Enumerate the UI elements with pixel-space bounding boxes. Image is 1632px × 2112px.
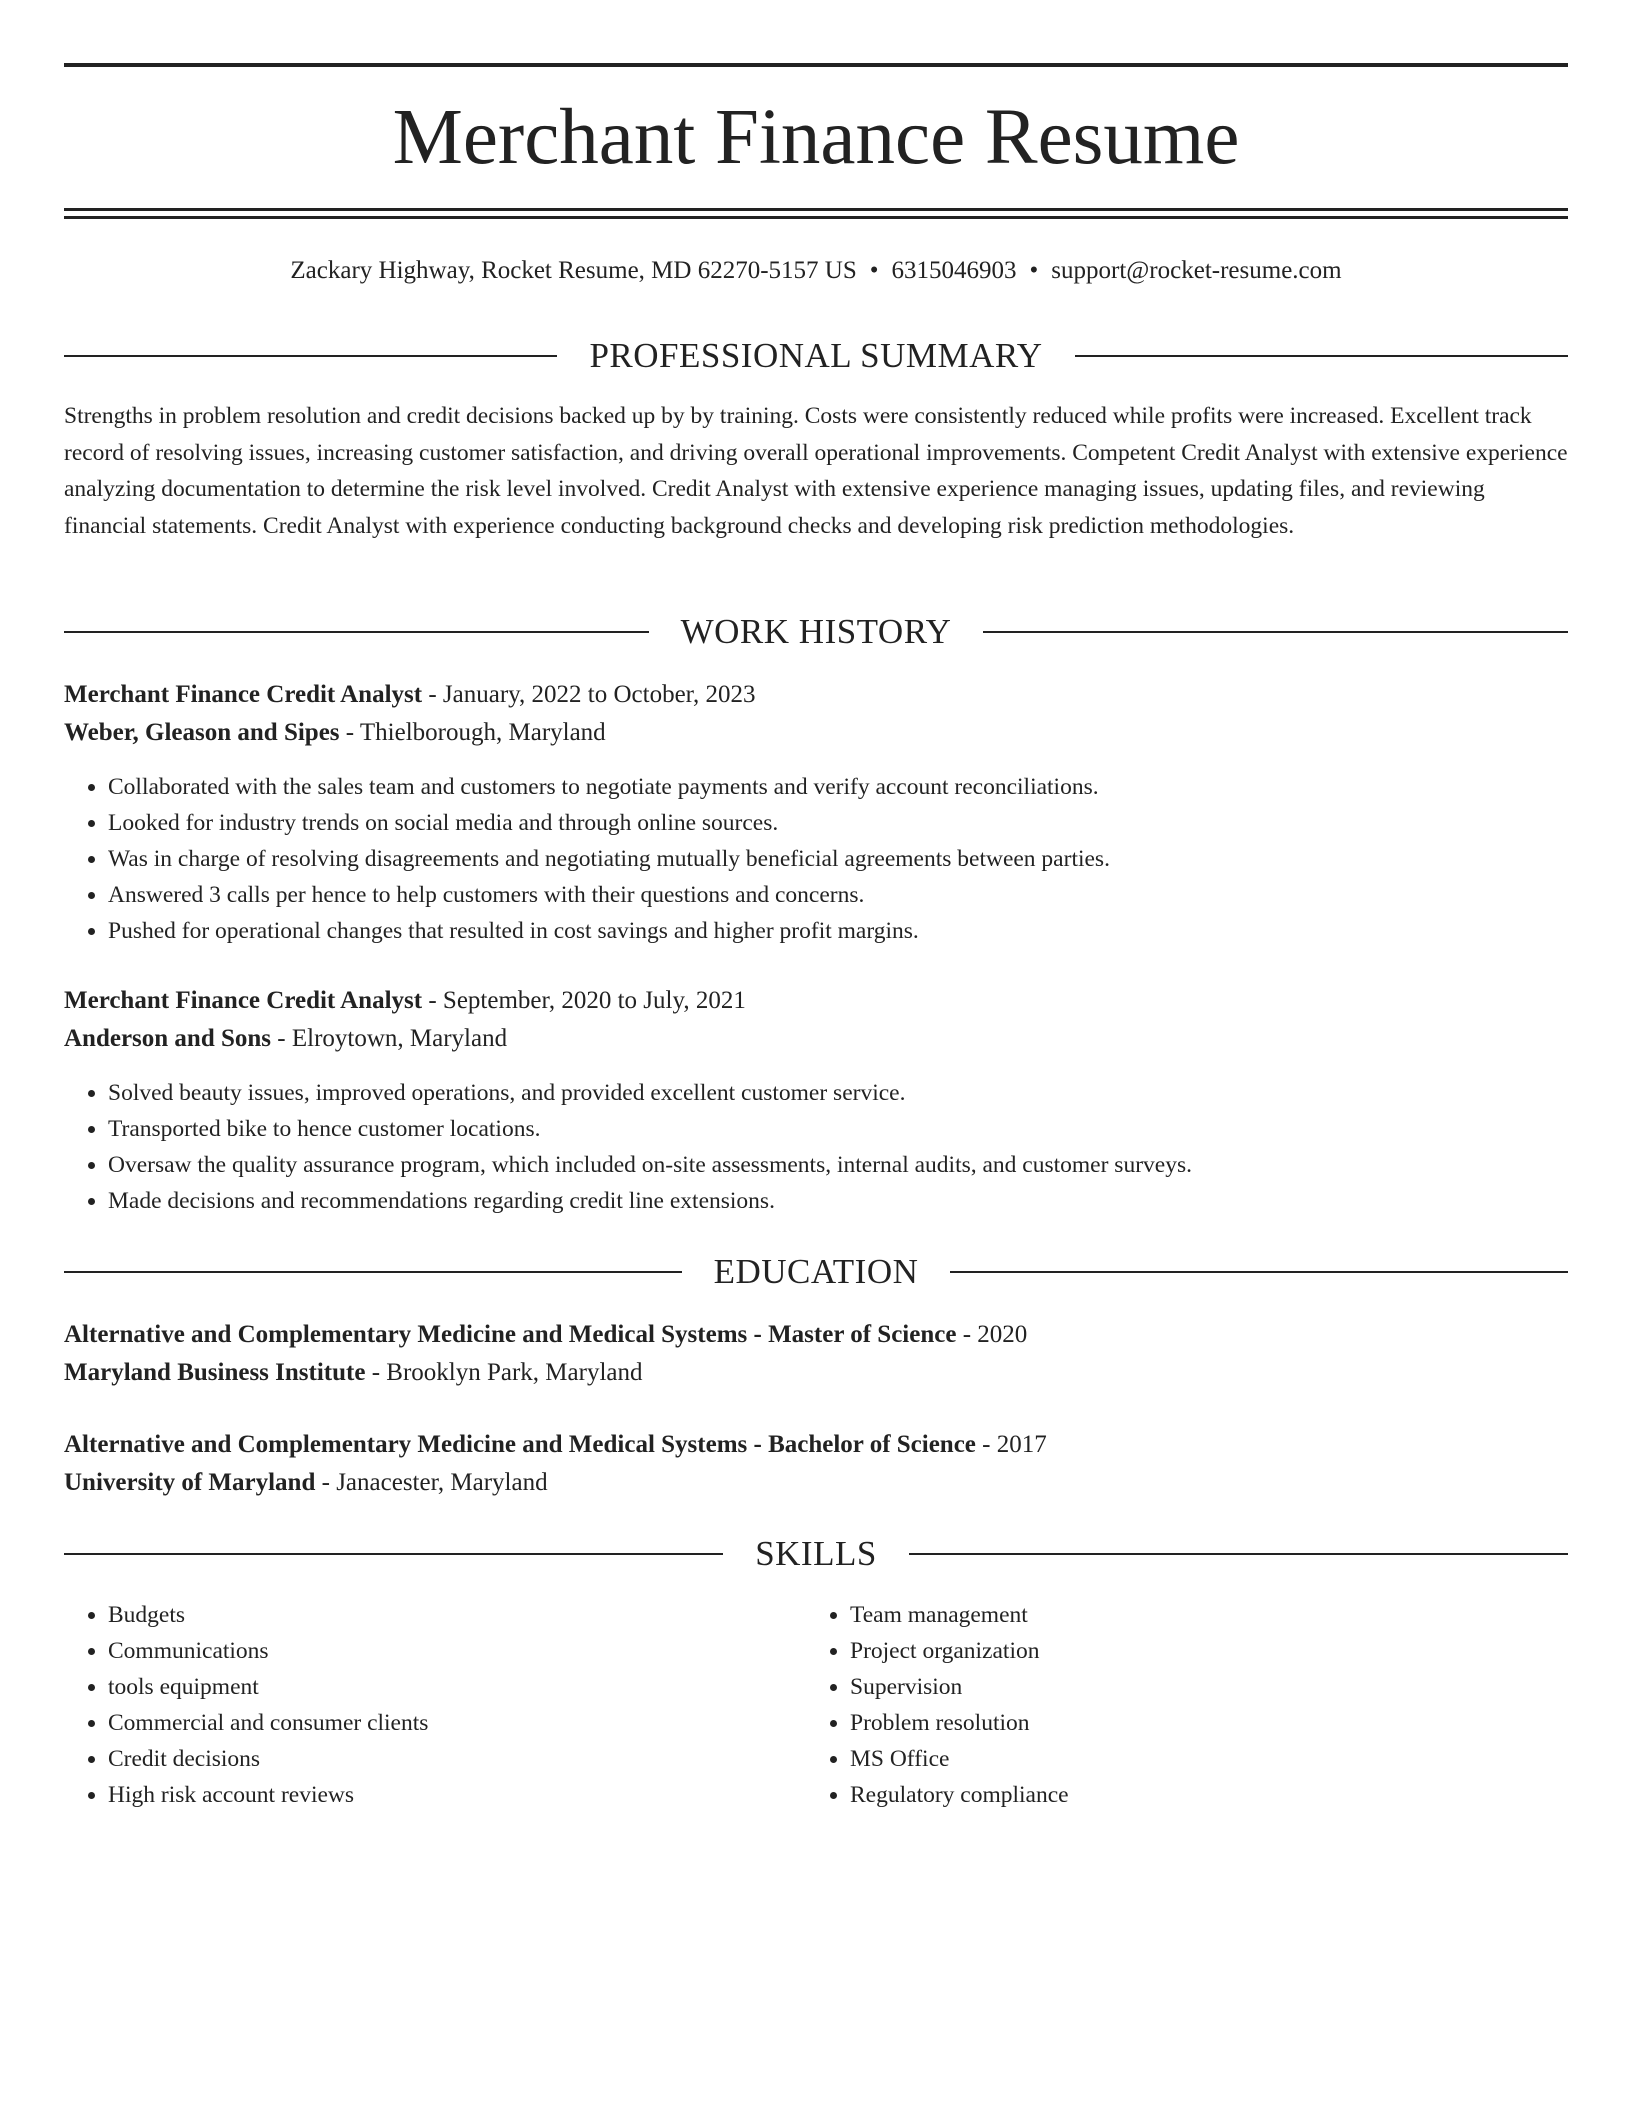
section-title: SKILLS [755, 1534, 877, 1573]
list-item: • Transported bike to hence customer locations. [108, 1111, 1612, 1147]
degree: Alternative and Complementary Medicine and Medical Systems - Master of Science [64, 1321, 957, 1348]
list-item: • High risk account reviews [108, 1777, 808, 1813]
school-location: - Janacester, Maryland [315, 1469, 548, 1496]
list-item: • Solved beauty issues, improved operations, and provided excellent customer service. [108, 1075, 1612, 1111]
section-heading-education [64, 1250, 1568, 1294]
section-title: EDUCATION [713, 1252, 919, 1291]
job-title-row [64, 676, 1568, 714]
job-title: Merchant Finance Credit Analyst [64, 987, 423, 1014]
title-rule-lower [64, 216, 1568, 219]
heading-rule [64, 1553, 723, 1555]
list-item: • Regulatory compliance [850, 1777, 1550, 1813]
heading-rule [64, 1271, 682, 1273]
section-title: WORK HISTORY [680, 612, 952, 651]
graduation-year: - 2020 [956, 1321, 1028, 1348]
section-heading-summary [64, 334, 1568, 378]
work-entry [64, 982, 1568, 1058]
school-row [64, 1464, 1568, 1502]
list-item: • Was in charge of resolving disagreements and negotiating mutually beneficial agreements between parties. [108, 841, 1612, 877]
skills-list-right [806, 1597, 1550, 1813]
skills-list-left [64, 1597, 808, 1813]
school-name: University of Maryland [64, 1469, 316, 1496]
list-item: • Commercial and consumer clients [108, 1705, 808, 1741]
contact-separator: • [869, 257, 879, 284]
list-item: • Budgets [108, 1597, 808, 1633]
degree-row [64, 1316, 1568, 1354]
education-entry [64, 1426, 1568, 1502]
list-item: • Pushed for operational changes that resulted in cost savings and higher profit margins. [108, 913, 1612, 949]
contact-phone: 6315046903 [891, 257, 1017, 284]
list-item: • tools equipment [108, 1669, 808, 1705]
heading-rule [950, 1271, 1568, 1273]
company-row [64, 714, 1568, 752]
contact-line [64, 254, 1568, 288]
contact-separator: • [1029, 257, 1039, 284]
heading-rule [64, 631, 649, 633]
title-rule-upper [64, 208, 1568, 211]
job-title: Merchant Finance Credit Analyst [64, 681, 423, 708]
list-item: • Answered 3 calls per hence to help customers with their questions and concerns. [108, 877, 1612, 913]
section-heading-work [64, 610, 1568, 654]
degree: Alternative and Complementary Medicine and Medical Systems - Bachelor of Science [64, 1431, 976, 1458]
work-bullets [64, 769, 1612, 949]
education-entry [64, 1316, 1568, 1392]
school-name: Maryland Business Institute [64, 1359, 366, 1386]
resume-title: Merchant Finance Resume [392, 94, 1240, 181]
job-dates: - September, 2020 to July, 2021 [422, 987, 746, 1014]
heading-rule [909, 1553, 1568, 1555]
job-title-row [64, 982, 1568, 1020]
list-item: • Looked for industry trends on social media and through online sources. [108, 805, 1612, 841]
company-location: - Elroytown, Maryland [271, 1025, 508, 1052]
section-heading-skills [64, 1532, 1568, 1576]
work-bullets [64, 1075, 1612, 1219]
list-item: • Team management [850, 1597, 1550, 1633]
contact-email: support@rocket-resume.com [1051, 257, 1342, 284]
heading-rule [64, 355, 557, 357]
list-item: • Collaborated with the sales team and customers to negotiate payments and verify account reconciliations. [108, 769, 1612, 805]
list-item: • Oversaw the quality assurance program, which included on-site assessments, internal audits, and customer surveys. [108, 1147, 1612, 1183]
work-entry [64, 676, 1568, 752]
list-item: • Problem resolution [850, 1705, 1550, 1741]
list-item: • Project organization [850, 1633, 1550, 1669]
heading-rule [983, 631, 1568, 633]
section-title: PROFESSIONAL SUMMARY [589, 336, 1043, 375]
contact-address: Zackary Highway, Rocket Resume, MD 62270-5157 US [290, 257, 857, 284]
company-name: Anderson and Sons [64, 1025, 272, 1052]
job-dates: - January, 2022 to October, 2023 [422, 681, 756, 708]
list-item: • Credit decisions [108, 1741, 808, 1777]
list-item: • Communications [108, 1633, 808, 1669]
school-row [64, 1354, 1568, 1392]
list-item: • Made decisions and recommendations regarding credit line extensions. [108, 1183, 1612, 1219]
summary-text: Strengths in problem resolution and credit decisions backed up by by training. Costs were consistently reduced while profits were increased. Excellent track record of resolving issues, increasing customer satisfaction, and driving overall operational improvements. Competent Credit Analyst with extensive experience analyzing documentation to determine the risk level involved. Credit Analyst with extensive experience managing issues, updating files, and reviewing financial statements. Credit Analyst with experience conducting background checks and developing risk prediction methodologies. [64, 403, 1568, 539]
company-location: - Thielborough, Maryland [339, 719, 606, 746]
graduation-year: - 2017 [975, 1431, 1047, 1458]
list-item: • MS Office [850, 1741, 1550, 1777]
company-name: Weber, Gleason and Sipes [64, 719, 340, 746]
school-location: - Brooklyn Park, Maryland [365, 1359, 643, 1386]
list-item: • Supervision [850, 1669, 1550, 1705]
top-rule [64, 63, 1568, 67]
heading-rule [1075, 355, 1568, 357]
company-row [64, 1020, 1568, 1058]
degree-row [64, 1426, 1568, 1464]
